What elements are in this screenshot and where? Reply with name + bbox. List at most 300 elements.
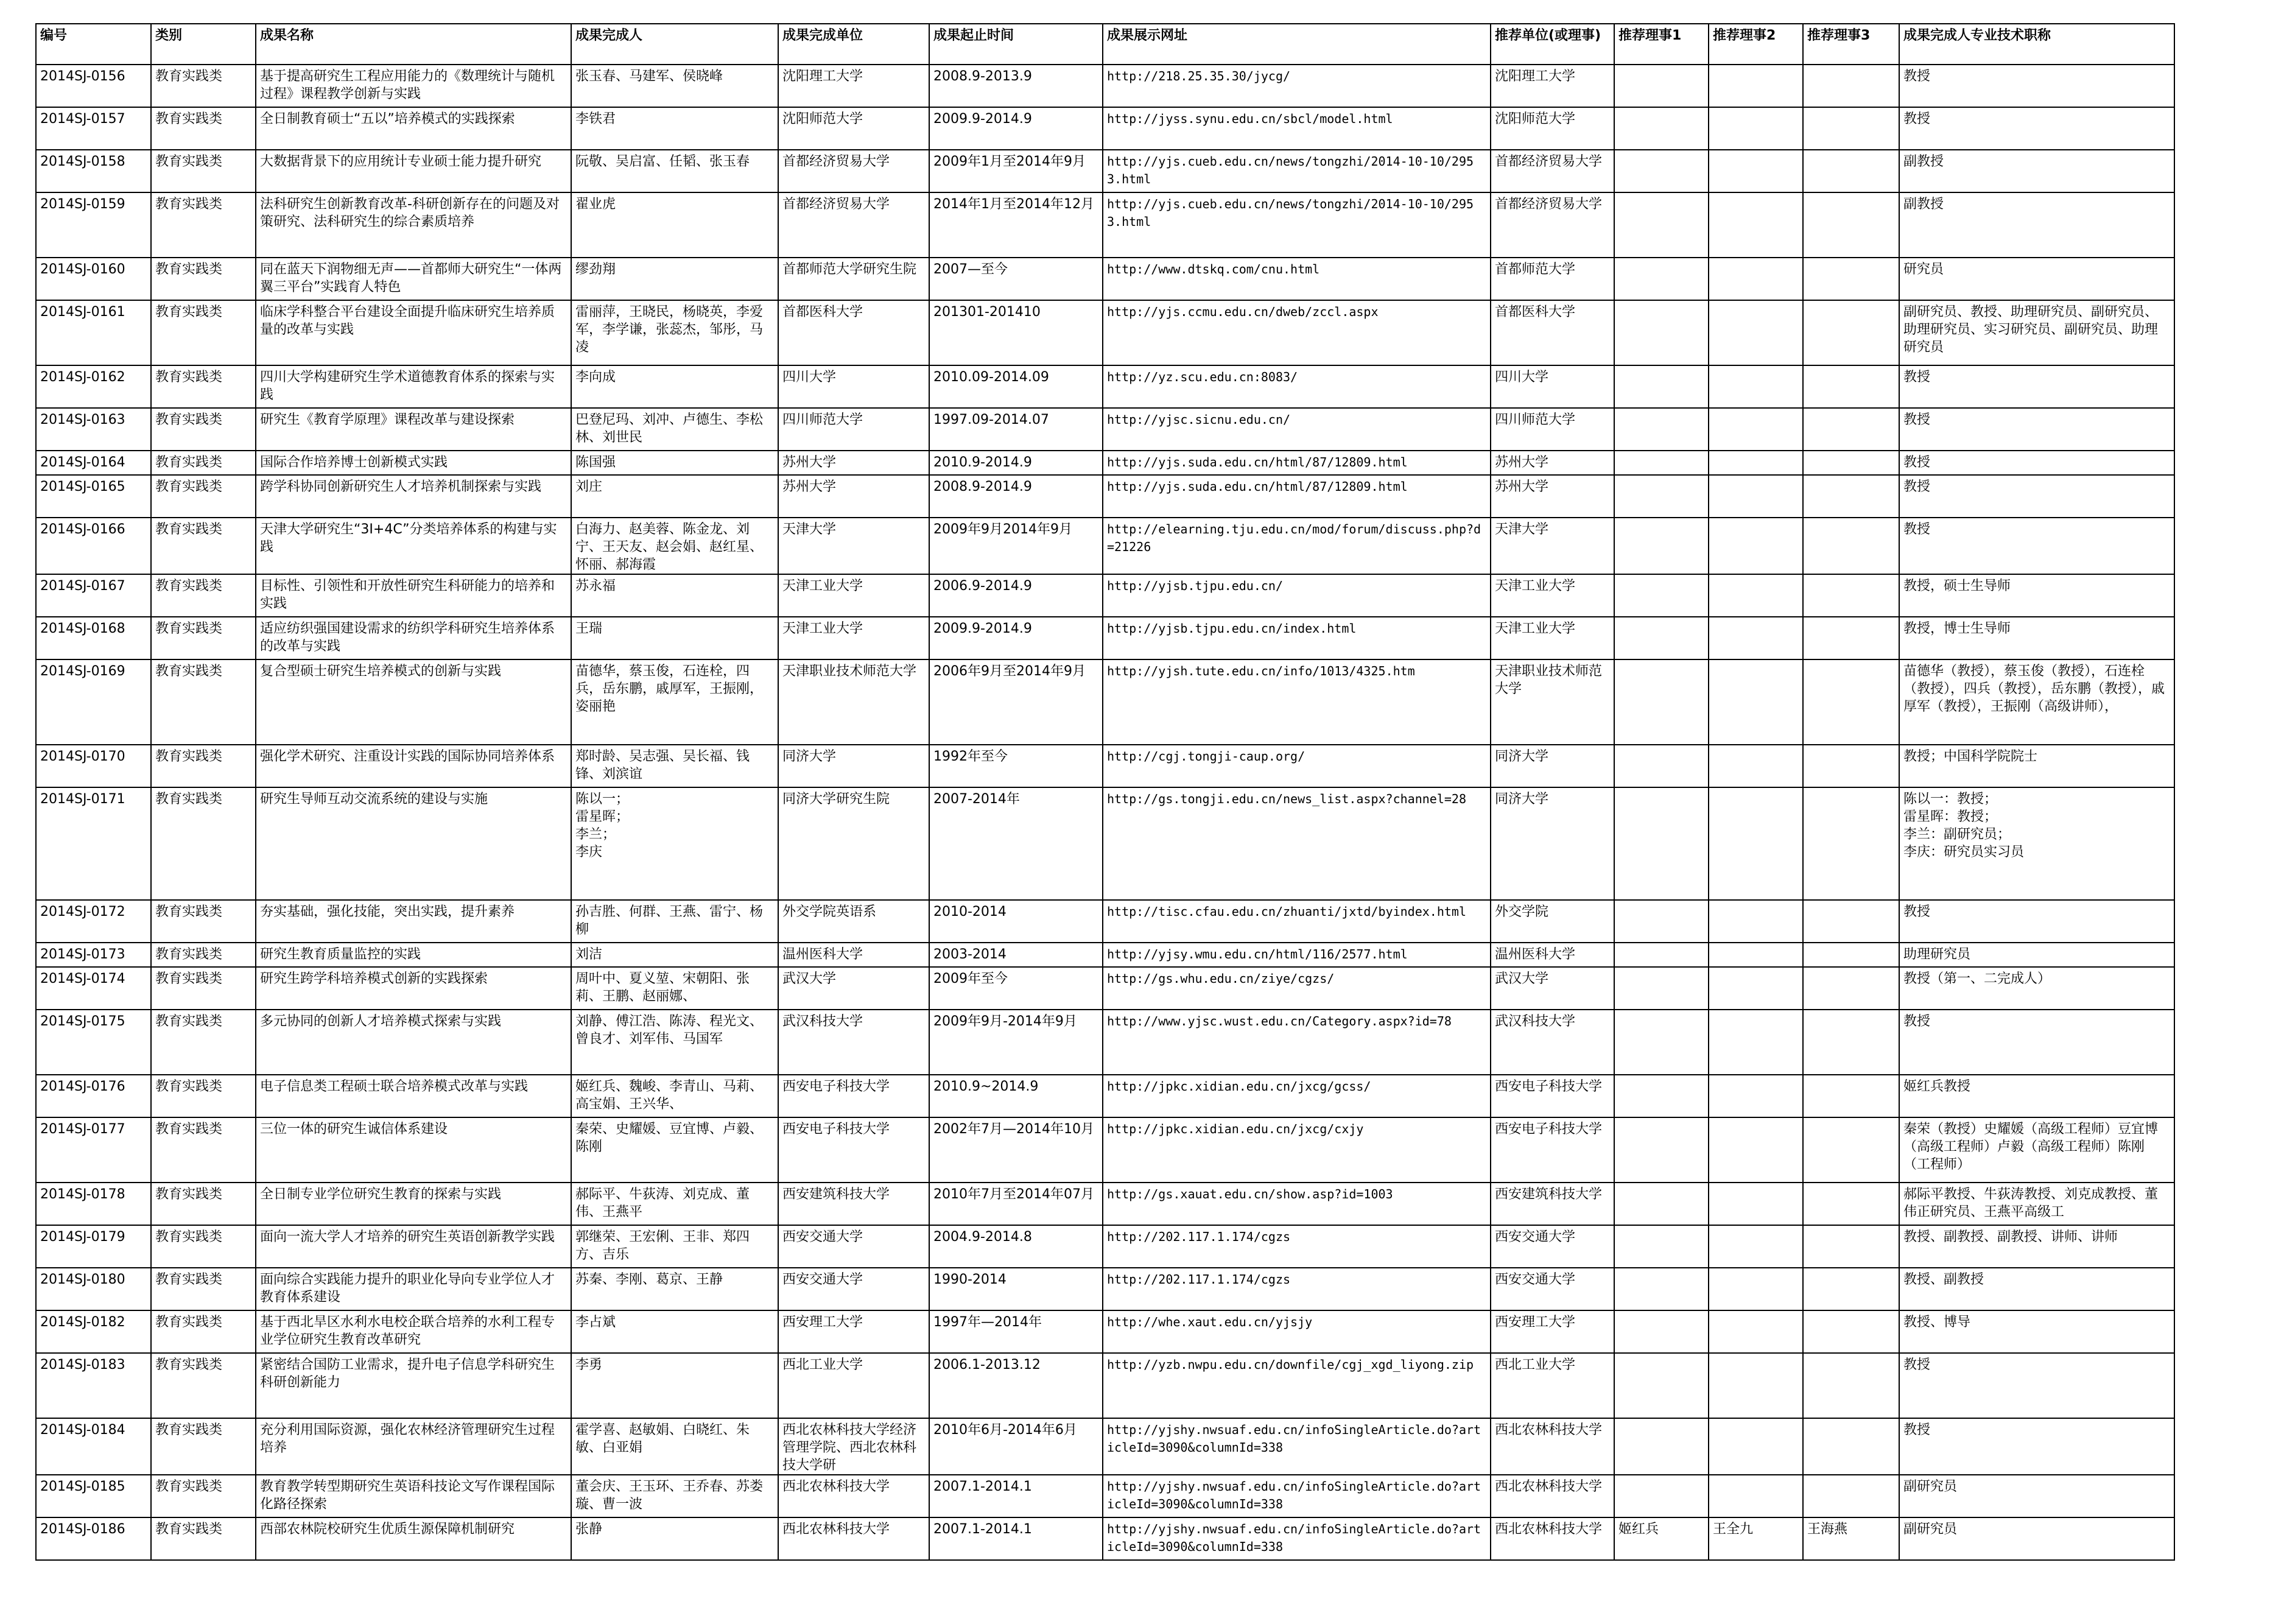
col-director-1-cell xyxy=(1614,1475,1709,1517)
col-authors-cell: 张静 xyxy=(571,1517,778,1560)
col-director-1-cell: 姬红兵 xyxy=(1614,1517,1709,1560)
col-director-2-cell xyxy=(1709,1268,1803,1310)
col-director-2-cell xyxy=(1709,1353,1803,1418)
col-period-cell: 2009年9月2014年9月 xyxy=(929,518,1103,574)
header-col-title-rank: 成果完成人专业技术职称 xyxy=(1899,24,2174,65)
col-unit-cell: 苏州大学 xyxy=(778,475,929,518)
col-director-2-cell xyxy=(1709,1117,1803,1183)
col-authors-cell: 刘洁 xyxy=(571,943,778,967)
col-title-cell: 充分利用国际资源，强化农林经济管理研究生过程培养 xyxy=(256,1418,571,1475)
col-category-cell: 教育实践类 xyxy=(151,1268,256,1310)
table-row xyxy=(36,1475,2174,1517)
col-url-cell: http://yz.scu.edu.cn:8083/ xyxy=(1103,365,1491,408)
col-authors-cell: 郝际平、牛荻涛、刘克成、董伟、王燕平 xyxy=(571,1183,778,1225)
col-director-2-cell xyxy=(1709,192,1803,258)
col-url-cell: http://202.117.1.174/cgzs xyxy=(1103,1268,1491,1310)
table-row xyxy=(36,1225,2174,1268)
col-id-cell: 2014SJ-0183 xyxy=(36,1353,151,1418)
col-title-cell: 四川大学构建研究生学术道德教育体系的探索与实践 xyxy=(256,365,571,408)
table-row xyxy=(36,1517,2174,1560)
col-unit-cell: 西北工业大学 xyxy=(778,1353,929,1418)
col-url-cell: http://yjs.cueb.edu.cn/news/tongzhi/2014-10-10/2953.html xyxy=(1103,192,1491,258)
col-title-cell: 适应纺织强国建设需求的纺织学科研究生培养体系的改革与实践 xyxy=(256,617,571,659)
col-director-2-cell xyxy=(1709,451,1803,475)
col-period-cell: 2006年9月至2014年9月 xyxy=(929,659,1103,745)
col-director-1-cell xyxy=(1614,1268,1709,1310)
col-authors-cell: 陈以一； 雷星晖； 李兰； 李庆 xyxy=(571,787,778,900)
table-row xyxy=(36,1418,2174,1475)
col-title-cell: 研究生《教育学原理》课程改革与建设探索 xyxy=(256,408,571,451)
col-title-rank-cell: 教授，博士生导师 xyxy=(1899,617,2174,659)
col-director-3-cell xyxy=(1803,1353,1899,1418)
col-director-2-cell xyxy=(1709,1418,1803,1475)
col-director-1-cell xyxy=(1614,787,1709,900)
col-url-cell: http://elearning.tju.edu.cn/mod/forum/discuss.php?d=21226 xyxy=(1103,518,1491,574)
col-category-cell: 教育实践类 xyxy=(151,574,256,617)
table-row xyxy=(36,451,2174,475)
col-authors-cell: 周叶中、夏义堃、宋朝阳、张莉、王鹏、赵丽娜、 xyxy=(571,967,778,1010)
col-url-cell: http://yjs.suda.edu.cn/html/87/12809.html xyxy=(1103,475,1491,518)
col-unit-cell: 西安交通大学 xyxy=(778,1268,929,1310)
table-row xyxy=(36,475,2174,518)
col-title-cell: 天津大学研究生“3I+4C”分类培养体系的构建与实践 xyxy=(256,518,571,574)
col-authors-cell: 郑时龄、吴志强、吴长福、钱锋、刘滨谊 xyxy=(571,745,778,787)
col-unit-cell: 四川师范大学 xyxy=(778,408,929,451)
col-title-rank-cell: 教授 xyxy=(1899,107,2174,150)
col-period-cell: 2009.9-2014.9 xyxy=(929,107,1103,150)
col-unit-cell: 沈阳师范大学 xyxy=(778,107,929,150)
col-director-1-cell xyxy=(1614,900,1709,943)
col-id-cell: 2014SJ-0169 xyxy=(36,659,151,745)
col-recommender-cell: 西安交通大学 xyxy=(1491,1225,1614,1268)
col-title-rank-cell: 教授，硕士生导师 xyxy=(1899,574,2174,617)
col-director-2-cell xyxy=(1709,787,1803,900)
col-period-cell: 2007.1-2014.1 xyxy=(929,1517,1103,1560)
col-category-cell: 教育实践类 xyxy=(151,475,256,518)
col-recommender-cell: 西北工业大学 xyxy=(1491,1353,1614,1418)
col-director-3-cell xyxy=(1803,150,1899,192)
col-authors-cell: 李向成 xyxy=(571,365,778,408)
col-period-cell: 2009年至今 xyxy=(929,967,1103,1010)
table-body xyxy=(36,65,2174,1560)
col-category-cell: 教育实践类 xyxy=(151,518,256,574)
col-url-cell: http://whe.xaut.edu.cn/yjsjy xyxy=(1103,1310,1491,1353)
col-period-cell: 2014年1月至2014年12月 xyxy=(929,192,1103,258)
table-row xyxy=(36,574,2174,617)
col-director-3-cell xyxy=(1803,408,1899,451)
col-url-cell: http://jpkc.xidian.edu.cn/jxcg/cxjy xyxy=(1103,1117,1491,1183)
col-director-3-cell xyxy=(1803,475,1899,518)
header-row xyxy=(36,24,2174,65)
col-authors-cell: 刘庄 xyxy=(571,475,778,518)
col-title-rank-cell: 副研究员 xyxy=(1899,1475,2174,1517)
col-period-cell: 2007—至今 xyxy=(929,258,1103,300)
col-title-cell: 研究生教育质量监控的实践 xyxy=(256,943,571,967)
col-director-3-cell xyxy=(1803,574,1899,617)
col-category-cell: 教育实践类 xyxy=(151,192,256,258)
col-recommender-cell: 西安电子科技大学 xyxy=(1491,1117,1614,1183)
col-title-cell: 临床学科整合平台建设全面提升临床研究生培养质量的改革与实践 xyxy=(256,300,571,365)
col-period-cell: 2008.9-2014.9 xyxy=(929,475,1103,518)
col-authors-cell: 李占斌 xyxy=(571,1310,778,1353)
col-category-cell: 教育实践类 xyxy=(151,1517,256,1560)
col-director-2-cell xyxy=(1709,967,1803,1010)
col-id-cell: 2014SJ-0159 xyxy=(36,192,151,258)
col-title-cell: 复合型硕士研究生培养模式的创新与实践 xyxy=(256,659,571,745)
col-recommender-cell: 天津职业技术师范大学 xyxy=(1491,659,1614,745)
col-title-cell: 紧密结合国防工业需求，提升电子信息学科研究生科研创新能力 xyxy=(256,1353,571,1418)
col-title-cell: 法科研究生创新教育改革-科研创新存在的问题及对策研究、法科研究生的综合素质培养 xyxy=(256,192,571,258)
col-id-cell: 2014SJ-0173 xyxy=(36,943,151,967)
col-director-1-cell xyxy=(1614,745,1709,787)
col-recommender-cell: 外交学院 xyxy=(1491,900,1614,943)
col-url-cell: http://gs.xauat.edu.cn/show.asp?id=1003 xyxy=(1103,1183,1491,1225)
col-category-cell: 教育实践类 xyxy=(151,1353,256,1418)
col-period-cell: 2009年1月至2014年9月 xyxy=(929,150,1103,192)
col-category-cell: 教育实践类 xyxy=(151,408,256,451)
col-unit-cell: 首都师范大学研究生院 xyxy=(778,258,929,300)
col-director-3-cell xyxy=(1803,1268,1899,1310)
col-title-cell: 多元协同的创新人才培养模式探索与实践 xyxy=(256,1010,571,1075)
col-authors-cell: 秦荣、史耀媛、豆宜博、卢毅、陈刚 xyxy=(571,1117,778,1183)
col-director-2-cell xyxy=(1709,745,1803,787)
col-recommender-cell: 苏州大学 xyxy=(1491,475,1614,518)
col-director-1-cell xyxy=(1614,943,1709,967)
col-authors-cell: 郭继荣、王宏俐、王非、郑四方、吉乐 xyxy=(571,1225,778,1268)
col-director-3-cell: 王海燕 xyxy=(1803,1517,1899,1560)
col-authors-cell: 霍学喜、赵敏娟、白晓红、朱敏、白亚娟 xyxy=(571,1418,778,1475)
col-id-cell: 2014SJ-0164 xyxy=(36,451,151,475)
col-title-rank-cell: 郝际平教授、牛荻涛教授、刘克成教授、董伟正研究员、王燕平高级工 xyxy=(1899,1183,2174,1225)
col-director-2-cell xyxy=(1709,1183,1803,1225)
col-period-cell: 2002年7月—2014年10月 xyxy=(929,1117,1103,1183)
table-row xyxy=(36,192,2174,258)
col-director-1-cell xyxy=(1614,1418,1709,1475)
col-recommender-cell: 首都经济贸易大学 xyxy=(1491,192,1614,258)
col-authors-cell: 白海力、赵美蓉、陈金龙、刘宁、王天友、赵会娟、赵红星、怀丽、郝海霞 xyxy=(571,518,778,574)
col-director-3-cell xyxy=(1803,900,1899,943)
table-row xyxy=(36,745,2174,787)
col-director-2-cell xyxy=(1709,65,1803,107)
col-director-2-cell xyxy=(1709,475,1803,518)
col-title-cell: 西部农林院校研究生优质生源保障机制研究 xyxy=(256,1517,571,1560)
col-director-2-cell xyxy=(1709,107,1803,150)
col-director-1-cell xyxy=(1614,451,1709,475)
col-title-cell: 面向一流大学人才培养的研究生英语创新教学实践 xyxy=(256,1225,571,1268)
col-category-cell: 教育实践类 xyxy=(151,659,256,745)
col-recommender-cell: 同济大学 xyxy=(1491,745,1614,787)
col-director-3-cell xyxy=(1803,1310,1899,1353)
col-category-cell: 教育实践类 xyxy=(151,745,256,787)
col-title-rank-cell: 苗德华（教授），蔡玉俊（教授），石连栓（教授），四兵（教授），岳东鹏（教授），戚厚军（教授），王振刚（高级讲师）， xyxy=(1899,659,2174,745)
col-unit-cell: 沈阳理工大学 xyxy=(778,65,929,107)
col-period-cell: 1992年至今 xyxy=(929,745,1103,787)
col-title-rank-cell: 副研究员、教授、助理研究员、副研究员、助理研究员、实习研究员、副研究员、助理研究员 xyxy=(1899,300,2174,365)
col-url-cell: http://www.yjsc.wust.edu.cn/Category.aspx?id=78 xyxy=(1103,1010,1491,1075)
col-period-cell: 1997.09-2014.07 xyxy=(929,408,1103,451)
col-recommender-cell: 西北农林科技大学 xyxy=(1491,1418,1614,1475)
col-director-3-cell xyxy=(1803,787,1899,900)
col-title-rank-cell: 教授 xyxy=(1899,408,2174,451)
col-category-cell: 教育实践类 xyxy=(151,300,256,365)
col-director-1-cell xyxy=(1614,1183,1709,1225)
col-id-cell: 2014SJ-0179 xyxy=(36,1225,151,1268)
header-col-recommender: 推荐单位(或理事) xyxy=(1491,24,1614,65)
col-title-rank-cell: 陈以一：教授； 雷星晖：教授； 李兰：副研究员； 李庆：研究员实习员 xyxy=(1899,787,2174,900)
col-unit-cell: 西安电子科技大学 xyxy=(778,1075,929,1117)
col-title-cell: 面向综合实践能力提升的职业化导向专业学位人才教育体系建设 xyxy=(256,1268,571,1310)
table-row xyxy=(36,943,2174,967)
header-col-director-2: 推荐理事2 xyxy=(1709,24,1803,65)
header-col-id: 编号 xyxy=(36,24,151,65)
col-category-cell: 教育实践类 xyxy=(151,1475,256,1517)
col-category-cell: 教育实践类 xyxy=(151,787,256,900)
table-row xyxy=(36,258,2174,300)
table-row xyxy=(36,900,2174,943)
col-director-3-cell xyxy=(1803,300,1899,365)
col-director-2-cell xyxy=(1709,300,1803,365)
col-authors-cell: 李勇 xyxy=(571,1353,778,1418)
col-url-cell: http://jyss.synu.edu.cn/sbcl/model.html xyxy=(1103,107,1491,150)
col-authors-cell: 巴登尼玛、刘冲、卢德生、李松林、刘世民 xyxy=(571,408,778,451)
table-row xyxy=(36,65,2174,107)
col-director-2-cell xyxy=(1709,150,1803,192)
col-period-cell: 2004.9-2014.8 xyxy=(929,1225,1103,1268)
col-title-cell: 三位一体的研究生诚信体系建设 xyxy=(256,1117,571,1183)
col-director-1-cell xyxy=(1614,192,1709,258)
col-director-2-cell xyxy=(1709,518,1803,574)
col-director-1-cell xyxy=(1614,518,1709,574)
col-category-cell: 教育实践类 xyxy=(151,1418,256,1475)
col-url-cell: http://gs.tongji.edu.cn/news_list.aspx?channel=28 xyxy=(1103,787,1491,900)
col-period-cell: 2010.09-2014.09 xyxy=(929,365,1103,408)
col-unit-cell: 首都经济贸易大学 xyxy=(778,192,929,258)
col-recommender-cell: 沈阳师范大学 xyxy=(1491,107,1614,150)
col-title-rank-cell: 秦荣（教授）史耀媛（高级工程师）豆宜博（高级工程师）卢毅（高级工程师）陈刚（工程师） xyxy=(1899,1117,2174,1183)
col-title-rank-cell: 教授；中国科学院院士 xyxy=(1899,745,2174,787)
col-authors-cell: 张玉春、马建军、侯晓峰 xyxy=(571,65,778,107)
col-director-1-cell xyxy=(1614,1353,1709,1418)
col-director-2-cell xyxy=(1709,1225,1803,1268)
col-director-1-cell xyxy=(1614,659,1709,745)
results-table xyxy=(35,23,2175,1561)
col-title-cell: 全日制教育硕士“五以”培养模式的实践探索 xyxy=(256,107,571,150)
col-recommender-cell: 武汉科技大学 xyxy=(1491,1010,1614,1075)
col-id-cell: 2014SJ-0186 xyxy=(36,1517,151,1560)
col-authors-cell: 陈国强 xyxy=(571,451,778,475)
col-unit-cell: 苏州大学 xyxy=(778,451,929,475)
col-authors-cell: 苏永福 xyxy=(571,574,778,617)
col-title-rank-cell: 教授（第一、二完成人） xyxy=(1899,967,2174,1010)
col-url-cell: http://jpkc.xidian.edu.cn/jxcg/gcss/ xyxy=(1103,1075,1491,1117)
col-unit-cell: 西安电子科技大学 xyxy=(778,1117,929,1183)
col-period-cell: 2008.9-2013.9 xyxy=(929,65,1103,107)
col-category-cell: 教育实践类 xyxy=(151,107,256,150)
col-id-cell: 2014SJ-0161 xyxy=(36,300,151,365)
col-title-rank-cell: 教授 xyxy=(1899,518,2174,574)
col-recommender-cell: 西安建筑科技大学 xyxy=(1491,1183,1614,1225)
col-title-cell: 同在蓝天下润物细无声——首都师大研究生“一体两翼三平台”实践育人特色 xyxy=(256,258,571,300)
col-recommender-cell: 天津大学 xyxy=(1491,518,1614,574)
col-url-cell: http://yjsy.wmu.edu.cn/html/116/2577.html xyxy=(1103,943,1491,967)
col-recommender-cell: 四川大学 xyxy=(1491,365,1614,408)
col-id-cell: 2014SJ-0163 xyxy=(36,408,151,451)
col-unit-cell: 西北农林科技大学 xyxy=(778,1517,929,1560)
col-id-cell: 2014SJ-0162 xyxy=(36,365,151,408)
header-col-title: 成果名称 xyxy=(256,24,571,65)
col-category-cell: 教育实践类 xyxy=(151,65,256,107)
table-row xyxy=(36,617,2174,659)
col-period-cell: 2006.1-2013.12 xyxy=(929,1353,1103,1418)
col-authors-cell: 孙吉胜、何群、王燕、雷宁、杨柳 xyxy=(571,900,778,943)
col-id-cell: 2014SJ-0168 xyxy=(36,617,151,659)
col-category-cell: 教育实践类 xyxy=(151,451,256,475)
header-col-authors: 成果完成人 xyxy=(571,24,778,65)
col-title-rank-cell: 姬红兵教授 xyxy=(1899,1075,2174,1117)
col-url-cell: http://tisc.cfau.edu.cn/zhuanti/jxtd/byindex.html xyxy=(1103,900,1491,943)
col-id-cell: 2014SJ-0165 xyxy=(36,475,151,518)
col-recommender-cell: 西北农林科技大学 xyxy=(1491,1475,1614,1517)
col-recommender-cell: 沈阳理工大学 xyxy=(1491,65,1614,107)
col-category-cell: 教育实践类 xyxy=(151,1010,256,1075)
table-row xyxy=(36,107,2174,150)
col-id-cell: 2014SJ-0182 xyxy=(36,1310,151,1353)
col-authors-cell: 王瑞 xyxy=(571,617,778,659)
col-authors-cell: 苗德华，蔡玉俊，石连栓，四兵，岳东鹏，戚厚军，王振刚，姿丽艳 xyxy=(571,659,778,745)
col-url-cell: http://yjsb.tjpu.edu.cn/index.html xyxy=(1103,617,1491,659)
col-director-3-cell xyxy=(1803,1225,1899,1268)
col-unit-cell: 西北农林科技大学经济管理学院、西北农林科技大学研 xyxy=(778,1418,929,1475)
col-director-3-cell xyxy=(1803,967,1899,1010)
col-url-cell: http://yjs.suda.edu.cn/html/87/12809.html xyxy=(1103,451,1491,475)
col-period-cell: 2007-2014年 xyxy=(929,787,1103,900)
col-unit-cell: 同济大学 xyxy=(778,745,929,787)
col-director-3-cell xyxy=(1803,107,1899,150)
col-unit-cell: 武汉科技大学 xyxy=(778,1010,929,1075)
col-period-cell: 2010-2014 xyxy=(929,900,1103,943)
col-period-cell: 2009年9月-2014年9月 xyxy=(929,1010,1103,1075)
col-unit-cell: 西安交通大学 xyxy=(778,1225,929,1268)
col-director-1-cell xyxy=(1614,107,1709,150)
col-period-cell: 2006.9-2014.9 xyxy=(929,574,1103,617)
col-category-cell: 教育实践类 xyxy=(151,1183,256,1225)
col-director-3-cell xyxy=(1803,365,1899,408)
col-director-2-cell xyxy=(1709,258,1803,300)
col-period-cell: 2007.1-2014.1 xyxy=(929,1475,1103,1517)
col-authors-cell: 雷丽萍，王晓民，杨晓英，李爱军，李学谦，张蕊杰，邹彤，马凌 xyxy=(571,300,778,365)
col-title-cell: 基于西北旱区水利水电校企联合培养的水利工程专业学位研究生教育改革研究 xyxy=(256,1310,571,1353)
col-title-rank-cell: 教授、副教授、副教授、讲师、讲师 xyxy=(1899,1225,2174,1268)
col-director-3-cell xyxy=(1803,65,1899,107)
col-title-cell: 研究生导师互动交流系统的建设与实施 xyxy=(256,787,571,900)
col-director-2-cell xyxy=(1709,408,1803,451)
col-period-cell: 2003-2014 xyxy=(929,943,1103,967)
col-recommender-cell: 天津工业大学 xyxy=(1491,617,1614,659)
col-id-cell: 2014SJ-0158 xyxy=(36,150,151,192)
table-row xyxy=(36,518,2174,574)
col-unit-cell: 天津工业大学 xyxy=(778,574,929,617)
col-id-cell: 2014SJ-0175 xyxy=(36,1010,151,1075)
col-director-3-cell xyxy=(1803,617,1899,659)
table-row xyxy=(36,300,2174,365)
table-row xyxy=(36,787,2174,900)
col-title-cell: 研究生跨学科培养模式创新的实践探索 xyxy=(256,967,571,1010)
col-title-rank-cell: 教授 xyxy=(1899,900,2174,943)
col-unit-cell: 西安建筑科技大学 xyxy=(778,1183,929,1225)
col-recommender-cell: 首都师范大学 xyxy=(1491,258,1614,300)
col-id-cell: 2014SJ-0156 xyxy=(36,65,151,107)
col-authors-cell: 苏秦、李刚、葛京、王静 xyxy=(571,1268,778,1310)
col-director-3-cell xyxy=(1803,1010,1899,1075)
col-director-1-cell xyxy=(1614,617,1709,659)
col-category-cell: 教育实践类 xyxy=(151,1075,256,1117)
col-unit-cell: 武汉大学 xyxy=(778,967,929,1010)
col-url-cell: http://gs.whu.edu.cn/ziye/cgzs/ xyxy=(1103,967,1491,1010)
col-director-1-cell xyxy=(1614,365,1709,408)
header-col-unit: 成果完成单位 xyxy=(778,24,929,65)
col-director-1-cell xyxy=(1614,574,1709,617)
col-title-rank-cell: 教授 xyxy=(1899,475,2174,518)
col-category-cell: 教育实践类 xyxy=(151,1117,256,1183)
col-recommender-cell: 首都经济贸易大学 xyxy=(1491,150,1614,192)
table-row xyxy=(36,1075,2174,1117)
col-title-cell: 大数据背景下的应用统计专业硕士能力提升研究 xyxy=(256,150,571,192)
col-url-cell: http://yjsb.tjpu.edu.cn/ xyxy=(1103,574,1491,617)
col-director-3-cell xyxy=(1803,745,1899,787)
col-director-3-cell xyxy=(1803,451,1899,475)
header-col-period: 成果起止时间 xyxy=(929,24,1103,65)
col-id-cell: 2014SJ-0171 xyxy=(36,787,151,900)
col-id-cell: 2014SJ-0176 xyxy=(36,1075,151,1117)
col-title-cell: 跨学科协同创新研究生人才培养机制探索与实践 xyxy=(256,475,571,518)
col-title-rank-cell: 副教授 xyxy=(1899,192,2174,258)
col-director-2-cell xyxy=(1709,1310,1803,1353)
col-authors-cell: 刘静、傅江浩、陈涛、程光文、曾良才、刘军伟、马国军 xyxy=(571,1010,778,1075)
col-recommender-cell: 四川师范大学 xyxy=(1491,408,1614,451)
col-director-3-cell xyxy=(1803,1075,1899,1117)
col-category-cell: 教育实践类 xyxy=(151,1310,256,1353)
col-unit-cell: 温州医科大学 xyxy=(778,943,929,967)
col-authors-cell: 李铁君 xyxy=(571,107,778,150)
col-url-cell: http://218.25.35.30/jycg/ xyxy=(1103,65,1491,107)
col-title-rank-cell: 教授、博导 xyxy=(1899,1310,2174,1353)
header-col-url: 成果展示网址 xyxy=(1103,24,1491,65)
col-title-rank-cell: 教授 xyxy=(1899,1418,2174,1475)
col-recommender-cell: 西安理工大学 xyxy=(1491,1310,1614,1353)
table-row xyxy=(36,1010,2174,1075)
col-period-cell: 2009.9-2014.9 xyxy=(929,617,1103,659)
col-director-1-cell xyxy=(1614,1117,1709,1183)
col-title-cell: 教育教学转型期研究生英语科技论文写作课程国际化路径探索 xyxy=(256,1475,571,1517)
col-title-cell: 电子信息类工程硕士联合培养模式改革与实践 xyxy=(256,1075,571,1117)
col-period-cell: 2010年6月-2014年6月 xyxy=(929,1418,1103,1475)
col-title-rank-cell: 教授、副教授 xyxy=(1899,1268,2174,1310)
col-title-rank-cell: 研究员 xyxy=(1899,258,2174,300)
col-title-cell: 国际合作培养博士创新模式实践 xyxy=(256,451,571,475)
col-id-cell: 2014SJ-0184 xyxy=(36,1418,151,1475)
col-period-cell: 1990-2014 xyxy=(929,1268,1103,1310)
col-title-rank-cell: 教授 xyxy=(1899,451,2174,475)
col-director-2-cell xyxy=(1709,1010,1803,1075)
col-authors-cell: 董会庆、王玉环、王乔春、苏娄璇、曹一波 xyxy=(571,1475,778,1517)
col-category-cell: 教育实践类 xyxy=(151,900,256,943)
col-recommender-cell: 温州医科大学 xyxy=(1491,943,1614,967)
col-period-cell: 201301-201410 xyxy=(929,300,1103,365)
col-url-cell: http://yjs.ccmu.edu.cn/dweb/zccl.aspx xyxy=(1103,300,1491,365)
col-title-cell: 夯实基础，强化技能，突出实践，提升素养 xyxy=(256,900,571,943)
table-row xyxy=(36,1183,2174,1225)
col-director-2-cell xyxy=(1709,1475,1803,1517)
